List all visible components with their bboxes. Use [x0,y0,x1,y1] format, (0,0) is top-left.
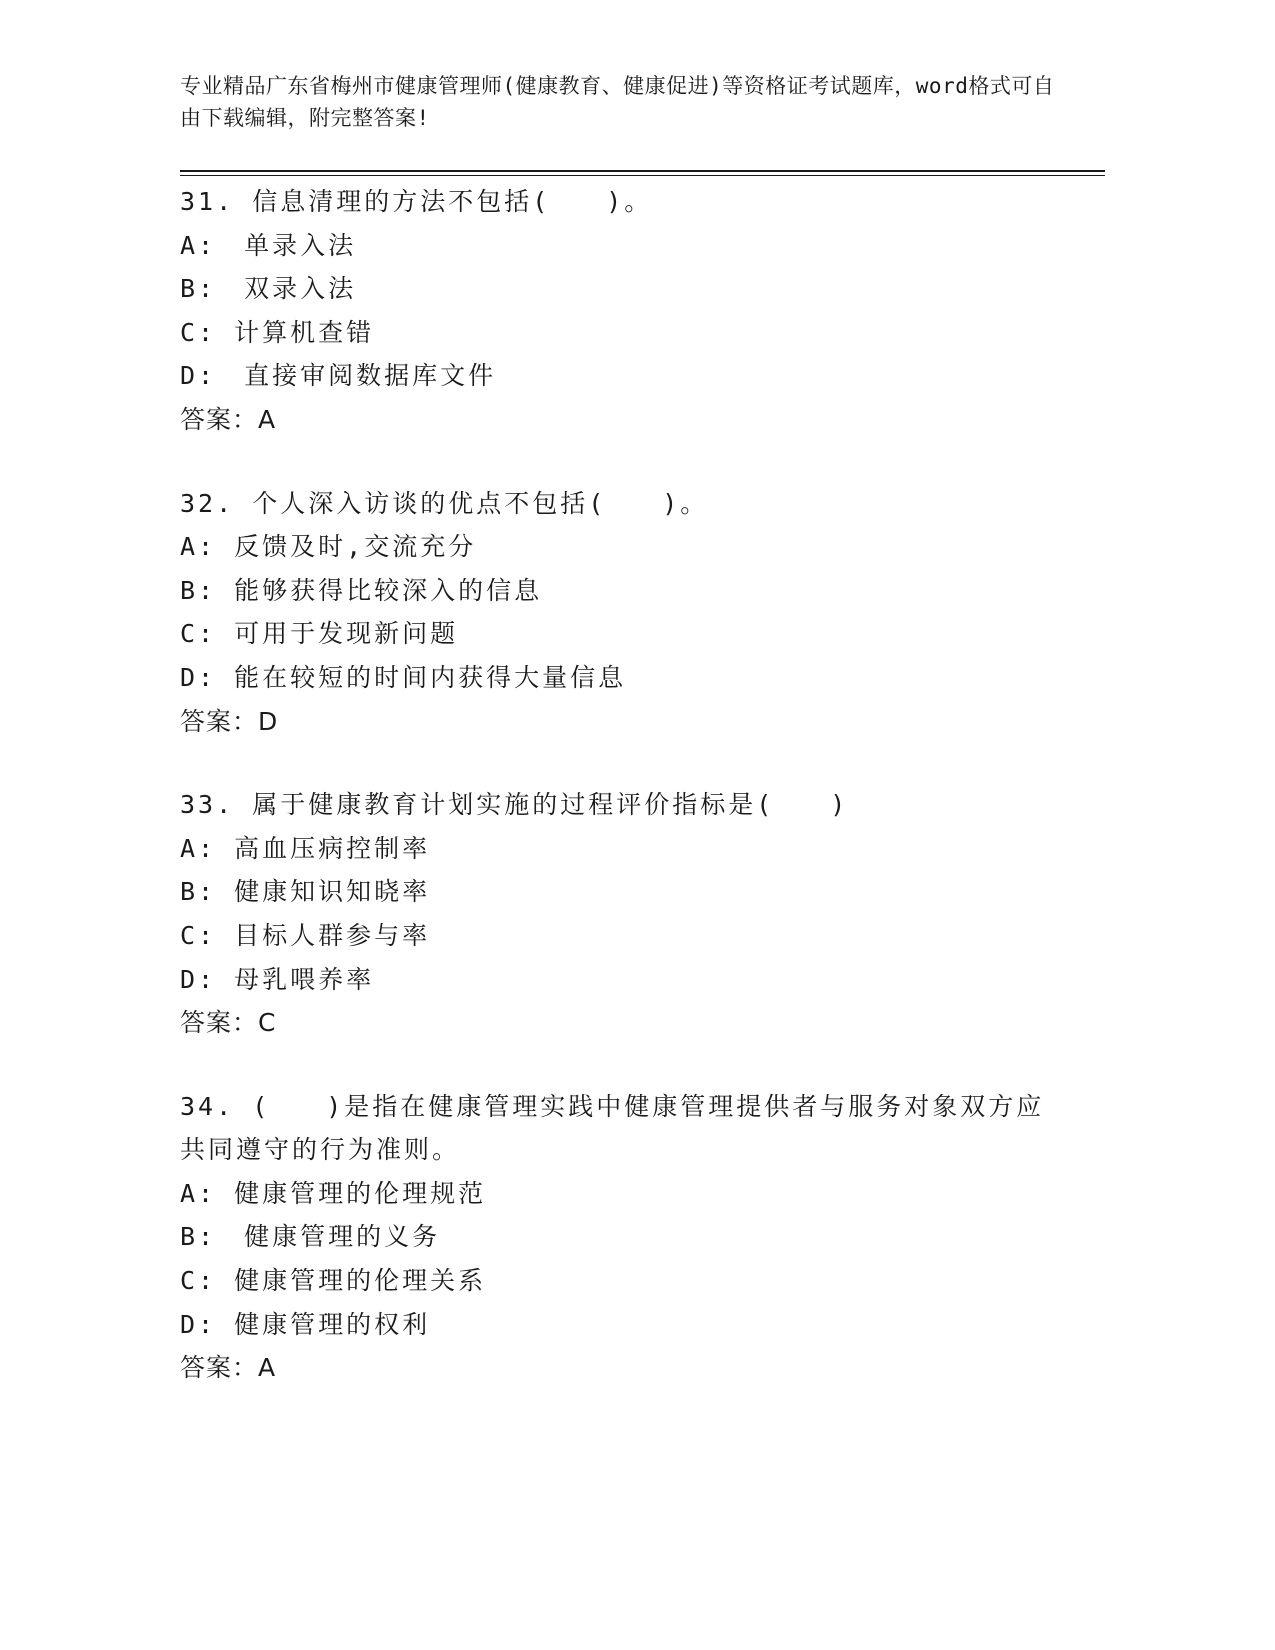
option-b: B: 健康知识知晓率 [180,877,431,907]
option-d: D: 直接审阅数据库文件 [180,361,497,391]
option-a: A: 高血压病控制率 [180,833,431,863]
answer-line: 答案：A [180,404,277,434]
option-b: B: 双录入法 [180,274,357,304]
question-list [180,180,1060,1430]
question-stem: 32. 个人深入访谈的优点不包括( )。 [180,488,709,518]
option-c: C: 目标人群参与率 [180,920,431,950]
question-stem: 31. 信息清理的方法不包括( )。 [180,187,653,216]
header-rule-thin [180,175,1105,176]
question-31 [180,180,1060,442]
option-b: B: 能够获得比较深入的信息 [180,575,543,605]
answer-line: 答案：A [180,1353,277,1383]
answer-line: 答案：D [180,706,279,736]
question-32 [180,482,1060,744]
answer-line: 答案：C [180,1008,277,1038]
option-c: C: 健康管理的伦理关系 [180,1266,487,1296]
header-text: 专业精品广东省梅州市健康管理师(健康教育、健康促进)等资格证考试题库，word格式可自由下载编辑，附完整答案! [180,74,1055,130]
option-d: D: 母乳喂养率 [180,964,375,994]
header-rule-thick [180,170,1105,172]
option-a: A: 反馈及时,交流充分 [180,532,477,562]
question-33 [180,783,1060,1045]
option-a: A: 健康管理的伦理规范 [180,1178,487,1208]
document-header [180,70,1060,134]
question-stem: 34. ( )是指在健康管理实践中健康管理提供者与服务对象双方应共同遵守的行为准则。 [180,1091,1045,1165]
question-34 [180,1085,1060,1390]
option-b: B: 健康管理的义务 [180,1222,441,1252]
option-c: C: 计算机查错 [180,317,375,347]
option-c: C: 可用于发现新问题 [180,619,459,649]
option-a: A: 单录入法 [180,230,357,260]
question-stem: 33. 属于健康教育计划实施的过程评价指标是( ) [180,790,849,820]
option-d: D: 能在较短的时间内获得大量信息 [180,662,627,692]
option-d: D: 健康管理的权利 [180,1309,431,1339]
